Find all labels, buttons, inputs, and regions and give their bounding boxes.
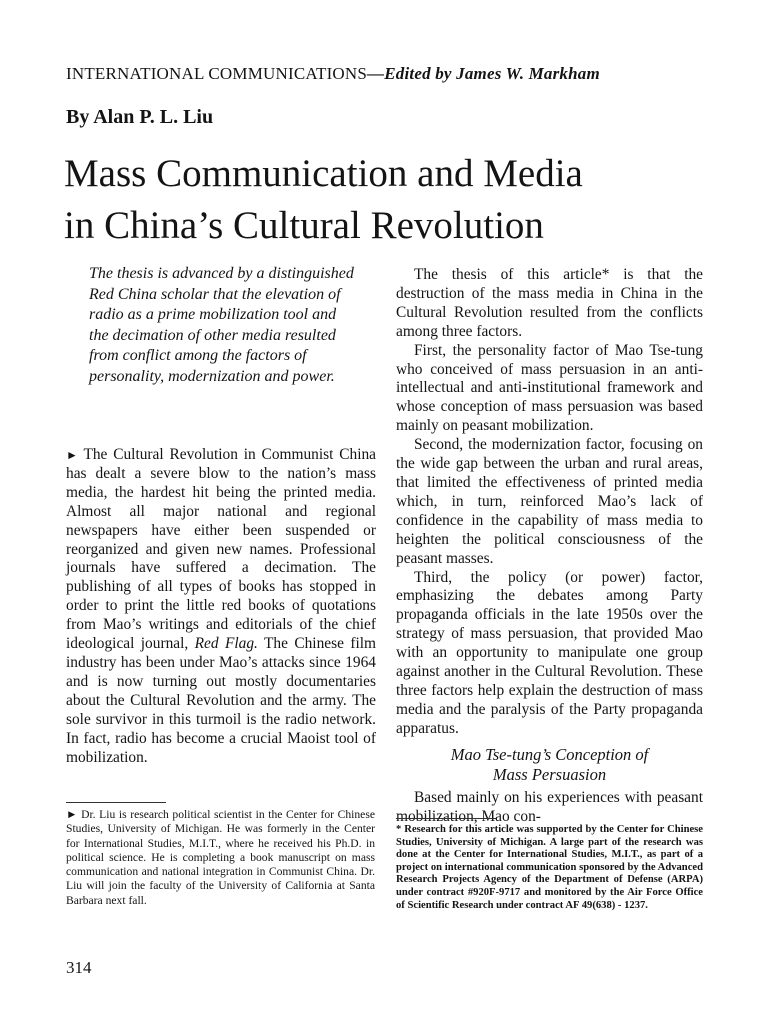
journal-section-header (66, 64, 706, 84)
right-paragraph-3: Second, the modernization factor, focusing on the wide gap between the urban and rural areas, that limited the effectiveness of printed media which, in turn, reinforced Mao’s lack of confidence in the capability of mass media to heighten the political consciousness of the peasant masses. (396, 436, 703, 567)
section-heading (396, 745, 703, 785)
footnote-divider-left (66, 802, 166, 803)
page-number: 314 (66, 958, 92, 977)
article-title (64, 148, 714, 252)
journal-name-red-flag: Red Flag. (194, 635, 258, 653)
right-column (396, 266, 703, 826)
right-paragraph-5: Based mainly on his experiences with peasant mobilization, Mao con- (396, 788, 703, 825)
paragraph-marker-icon: ► (66, 448, 78, 462)
title-line-1: Mass Communication and Media (64, 152, 583, 195)
left-paragraph (66, 446, 376, 767)
research-footnote: * Research for this article was supported by the Center for Chinese Studies, University of Michigan. A large part of the research was done at the Center for International Studies, M.I.T., as part of a project on international communication sponsored by the Advanced Research Projects Agency of the Department of Defense (ARPA) under contract #920F-9717 and monitored by the Air Force Office of Scientific Research under contract AF 49(638) - 1237. (396, 824, 703, 911)
right-paragraph-4: Third, the policy (or power) factor, emphasizing the debates among Party propaganda officials in the late 1950s over the strategy of mass persuasion, that provided Mao with an opportunity to manipulate one group against another in the Cultural Revolution. These three factors help explain the destruction of mass media and the paralysis of the Party propaganda apparatus. (396, 568, 703, 737)
author-footnote: ► Dr. Liu is research political scientist in the Center for Chinese Studies, University of Michigan. He was formerly in the Center for International Studies, M.I.T., where he received his Ph.D. in political science. He is completing a book manuscript on mass communication and national integration in Communist China. Dr. Liu will join the faculty of the University of California at Santa Barbara next fall. (66, 808, 375, 907)
section-name: INTERNATIONAL COMMUNICATIONS (66, 64, 368, 83)
right-paragraph-1: The thesis of this article* is that the destruction of the mass media in China in the Cultural Revolution resulted from the conflicts among three factors. (396, 266, 703, 340)
author-byline: By Alan P. L. Liu (66, 106, 214, 128)
section-heading-line-1: Mao Tse-tung’s Conception of (450, 744, 649, 764)
article-abstract: The thesis is advanced by a distinguished Red China scholar that the elevation of radio as a prime mobilization tool and the decimation of other media resulted from conflict among the factors of personality, modernization and power. (89, 265, 354, 385)
section-editor: —Edited by James W. Markham (367, 64, 600, 83)
right-paragraph-2: First, the personality factor of Mao Tse-tung who conceived of mass persuasion in an anti-intellectual and anti-institutional framework and whose conception of mass persuasion was based mainly on peasant mobilization. (396, 341, 703, 435)
title-line-2: in China’s Cultural Revolution (64, 204, 544, 247)
left-column (66, 446, 376, 767)
left-paragraph-text-a: The Cultural Revolution in Communist China has dealt a severe blow to the nation’s mass media, the hardest hit being the printed media. Almost all major national and regional newspapers have either been suspended or reorganized and given new names. Professional journals have suffered a decimation. The publishing of all types of books has stopped in order to print the little red books of quotations from Mao’s writings and editorials of the chief ideological journal, (66, 446, 376, 653)
left-paragraph-text-b: The Chinese film industry has been under Mao’s attacks since 1964 and is now turning out mostly documentaries about the Cultural Revolution and the army. The sole survivor in this turmoil is the radio network. In fact, radio has become a crucial Maoist tool of mobilization. (66, 635, 376, 766)
footnote-divider-right (396, 818, 496, 819)
section-heading-line-2: Mass Persuasion (492, 764, 607, 784)
